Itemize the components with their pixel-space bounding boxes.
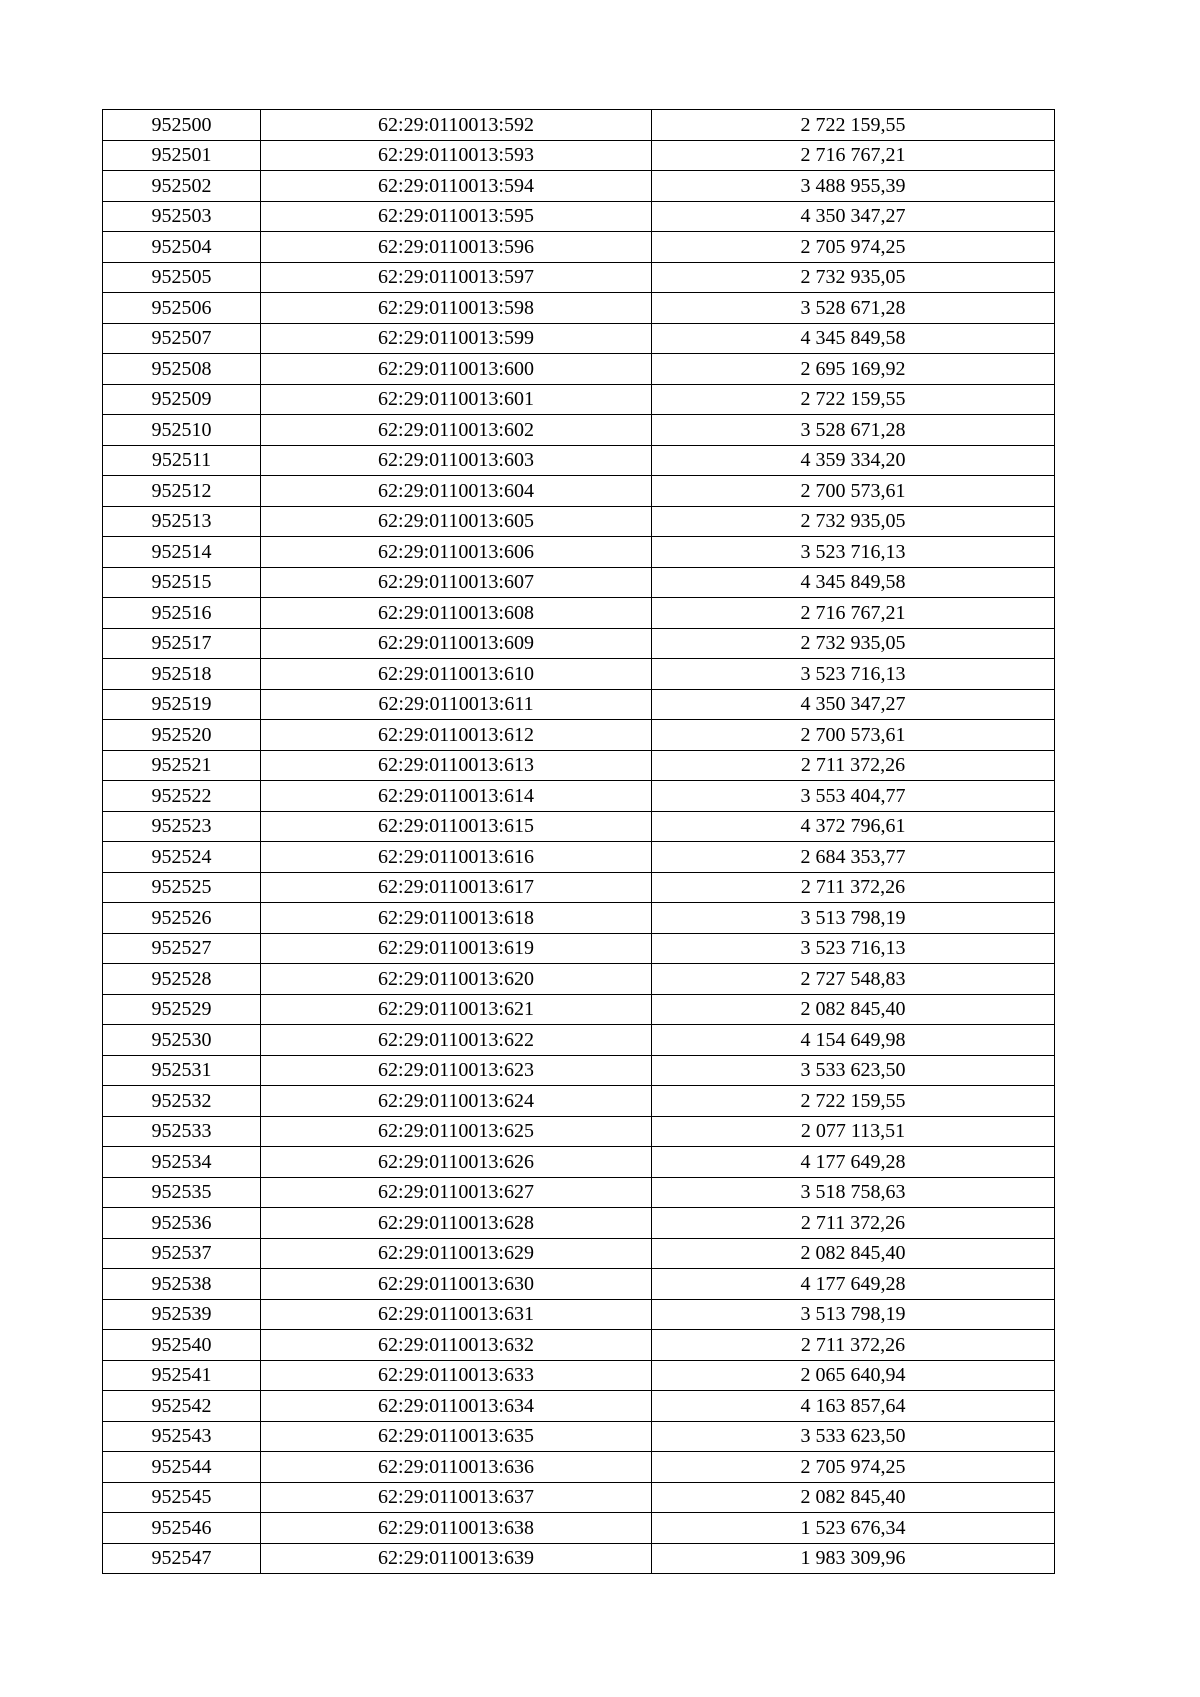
cadastral-value-cell: 2 082 845,40 (652, 994, 1055, 1025)
table-row (103, 171, 1055, 202)
row-number-cell: 952527 (103, 933, 261, 964)
row-number-cell: 952523 (103, 811, 261, 842)
table-row (103, 232, 1055, 263)
row-number-cell: 952514 (103, 537, 261, 568)
row-number-cell: 952536 (103, 1208, 261, 1239)
table-row (103, 1269, 1055, 1300)
cadastral-number-cell: 62:29:0110013:612 (261, 720, 652, 751)
cadastral-number-cell: 62:29:0110013:592 (261, 110, 652, 141)
cadastral-number-cell: 62:29:0110013:628 (261, 1208, 652, 1239)
table-row (103, 262, 1055, 293)
cadastral-value-cell: 3 488 955,39 (652, 171, 1055, 202)
table-row (103, 567, 1055, 598)
cadastral-number-cell: 62:29:0110013:619 (261, 933, 652, 964)
cadastral-number-cell: 62:29:0110013:616 (261, 842, 652, 873)
table-row (103, 598, 1055, 629)
cadastral-value-cell: 2 732 935,05 (652, 506, 1055, 537)
cadastral-number-cell: 62:29:0110013:613 (261, 750, 652, 781)
cadastral-number-cell: 62:29:0110013:608 (261, 598, 652, 629)
cadastral-value-cell: 2 727 548,83 (652, 964, 1055, 995)
row-number-cell: 952545 (103, 1482, 261, 1513)
table-row (103, 476, 1055, 507)
row-number-cell: 952540 (103, 1330, 261, 1361)
row-number-cell: 952532 (103, 1086, 261, 1117)
row-number-cell: 952501 (103, 140, 261, 171)
row-number-cell: 952534 (103, 1147, 261, 1178)
cadastral-number-cell: 62:29:0110013:638 (261, 1513, 652, 1544)
cadastral-value-cell: 3 513 798,19 (652, 903, 1055, 934)
table-row (103, 1238, 1055, 1269)
row-number-cell: 952510 (103, 415, 261, 446)
row-number-cell: 952519 (103, 689, 261, 720)
cadastral-value-cell: 1 983 309,96 (652, 1543, 1055, 1574)
cadastral-number-cell: 62:29:0110013:606 (261, 537, 652, 568)
cadastral-number-cell: 62:29:0110013:635 (261, 1421, 652, 1452)
row-number-cell: 952538 (103, 1269, 261, 1300)
row-number-cell: 952502 (103, 171, 261, 202)
cadastral-value-cell: 2 077 113,51 (652, 1116, 1055, 1147)
cadastral-number-cell: 62:29:0110013:620 (261, 964, 652, 995)
table-row (103, 384, 1055, 415)
cadastral-value-cell: 2 700 573,61 (652, 720, 1055, 751)
cadastral-value-cell: 3 523 716,13 (652, 659, 1055, 690)
table-row (103, 201, 1055, 232)
cadastral-number-cell: 62:29:0110013:636 (261, 1452, 652, 1483)
table-row (103, 537, 1055, 568)
cadastral-value-table (102, 109, 1055, 1574)
row-number-cell: 952525 (103, 872, 261, 903)
row-number-cell: 952543 (103, 1421, 261, 1452)
table-body (103, 110, 1055, 1574)
cadastral-number-cell: 62:29:0110013:634 (261, 1391, 652, 1422)
row-number-cell: 952542 (103, 1391, 261, 1422)
cadastral-number-cell: 62:29:0110013:594 (261, 171, 652, 202)
cadastral-value-cell: 4 350 347,27 (652, 201, 1055, 232)
cadastral-number-cell: 62:29:0110013:624 (261, 1086, 652, 1117)
table-row (103, 506, 1055, 537)
cadastral-number-cell: 62:29:0110013:630 (261, 1269, 652, 1300)
cadastral-number-cell: 62:29:0110013:600 (261, 354, 652, 385)
cadastral-value-cell: 2 711 372,26 (652, 872, 1055, 903)
row-number-cell: 952503 (103, 201, 261, 232)
cadastral-number-cell: 62:29:0110013:596 (261, 232, 652, 263)
row-number-cell: 952522 (103, 781, 261, 812)
table-row (103, 1391, 1055, 1422)
table-row (103, 1299, 1055, 1330)
cadastral-number-cell: 62:29:0110013:626 (261, 1147, 652, 1178)
table-row (103, 994, 1055, 1025)
cadastral-value-cell: 2 082 845,40 (652, 1238, 1055, 1269)
cadastral-number-cell: 62:29:0110013:625 (261, 1116, 652, 1147)
table-row (103, 933, 1055, 964)
cadastral-value-cell: 4 163 857,64 (652, 1391, 1055, 1422)
row-number-cell: 952537 (103, 1238, 261, 1269)
cadastral-value-cell: 4 345 849,58 (652, 323, 1055, 354)
cadastral-number-cell: 62:29:0110013:621 (261, 994, 652, 1025)
table-row (103, 1452, 1055, 1483)
row-number-cell: 952504 (103, 232, 261, 263)
cadastral-number-cell: 62:29:0110013:614 (261, 781, 652, 812)
cadastral-number-cell: 62:29:0110013:627 (261, 1177, 652, 1208)
table-row (103, 964, 1055, 995)
cadastral-value-cell: 3 523 716,13 (652, 933, 1055, 964)
table-row (103, 720, 1055, 751)
table-row (103, 842, 1055, 873)
cadastral-value-cell: 2 716 767,21 (652, 140, 1055, 171)
row-number-cell: 952500 (103, 110, 261, 141)
row-number-cell: 952511 (103, 445, 261, 476)
cadastral-number-cell: 62:29:0110013:597 (261, 262, 652, 293)
table-row (103, 1116, 1055, 1147)
table-row (103, 689, 1055, 720)
cadastral-value-cell: 4 359 334,20 (652, 445, 1055, 476)
table-row (103, 628, 1055, 659)
cadastral-value-cell: 4 345 849,58 (652, 567, 1055, 598)
row-number-cell: 952529 (103, 994, 261, 1025)
row-number-cell: 952535 (103, 1177, 261, 1208)
row-number-cell: 952520 (103, 720, 261, 751)
table-row (103, 354, 1055, 385)
row-number-cell: 952505 (103, 262, 261, 293)
cadastral-value-cell: 4 154 649,98 (652, 1025, 1055, 1056)
cadastral-number-cell: 62:29:0110013:607 (261, 567, 652, 598)
cadastral-number-cell: 62:29:0110013:631 (261, 1299, 652, 1330)
row-number-cell: 952512 (103, 476, 261, 507)
table-row (103, 140, 1055, 171)
row-number-cell: 952539 (103, 1299, 261, 1330)
table-row (103, 1513, 1055, 1544)
table-row (103, 1086, 1055, 1117)
row-number-cell: 952533 (103, 1116, 261, 1147)
row-number-cell: 952506 (103, 293, 261, 324)
table-row (103, 811, 1055, 842)
table-row (103, 1330, 1055, 1361)
table-row (103, 1360, 1055, 1391)
cadastral-number-cell: 62:29:0110013:615 (261, 811, 652, 842)
cadastral-value-cell: 3 528 671,28 (652, 293, 1055, 324)
cadastral-value-cell: 4 177 649,28 (652, 1269, 1055, 1300)
cadastral-value-cell: 2 711 372,26 (652, 1208, 1055, 1239)
cadastral-value-cell: 2 684 353,77 (652, 842, 1055, 873)
row-number-cell: 952516 (103, 598, 261, 629)
cadastral-number-cell: 62:29:0110013:604 (261, 476, 652, 507)
row-number-cell: 952517 (103, 628, 261, 659)
table-row (103, 293, 1055, 324)
table-row (103, 445, 1055, 476)
cadastral-value-cell: 4 177 649,28 (652, 1147, 1055, 1178)
row-number-cell: 952507 (103, 323, 261, 354)
table-row (103, 1543, 1055, 1574)
cadastral-value-cell: 2 705 974,25 (652, 232, 1055, 263)
row-number-cell: 952524 (103, 842, 261, 873)
cadastral-value-cell: 1 523 676,34 (652, 1513, 1055, 1544)
table-row (103, 415, 1055, 446)
cadastral-number-cell: 62:29:0110013:629 (261, 1238, 652, 1269)
cadastral-number-cell: 62:29:0110013:595 (261, 201, 652, 232)
cadastral-value-cell: 2 722 159,55 (652, 1086, 1055, 1117)
table-row (103, 1055, 1055, 1086)
table-row (103, 1025, 1055, 1056)
cadastral-number-cell: 62:29:0110013:632 (261, 1330, 652, 1361)
cadastral-number-cell: 62:29:0110013:639 (261, 1543, 652, 1574)
table-row (103, 1208, 1055, 1239)
table-row (103, 1482, 1055, 1513)
row-number-cell: 952528 (103, 964, 261, 995)
cadastral-value-cell: 3 533 623,50 (652, 1055, 1055, 1086)
table-row (103, 659, 1055, 690)
row-number-cell: 952547 (103, 1543, 261, 1574)
cadastral-number-cell: 62:29:0110013:618 (261, 903, 652, 934)
table-row (103, 903, 1055, 934)
cadastral-value-cell: 3 528 671,28 (652, 415, 1055, 446)
row-number-cell: 952521 (103, 750, 261, 781)
cadastral-value-cell: 3 513 798,19 (652, 1299, 1055, 1330)
table-row (103, 1177, 1055, 1208)
cadastral-value-cell: 2 065 640,94 (652, 1360, 1055, 1391)
cadastral-number-cell: 62:29:0110013:593 (261, 140, 652, 171)
cadastral-number-cell: 62:29:0110013:633 (261, 1360, 652, 1391)
cadastral-number-cell: 62:29:0110013:617 (261, 872, 652, 903)
cadastral-number-cell: 62:29:0110013:601 (261, 384, 652, 415)
row-number-cell: 952508 (103, 354, 261, 385)
table-row (103, 323, 1055, 354)
cadastral-value-cell: 4 372 796,61 (652, 811, 1055, 842)
cadastral-number-cell: 62:29:0110013:598 (261, 293, 652, 324)
cadastral-number-cell: 62:29:0110013:623 (261, 1055, 652, 1086)
cadastral-number-cell: 62:29:0110013:610 (261, 659, 652, 690)
cadastral-number-cell: 62:29:0110013:605 (261, 506, 652, 537)
cadastral-value-cell: 2 716 767,21 (652, 598, 1055, 629)
table-row (103, 781, 1055, 812)
cadastral-value-cell: 2 700 573,61 (652, 476, 1055, 507)
cadastral-value-cell: 2 082 845,40 (652, 1482, 1055, 1513)
cadastral-value-cell: 3 518 758,63 (652, 1177, 1055, 1208)
cadastral-value-cell: 2 711 372,26 (652, 1330, 1055, 1361)
table-row (103, 872, 1055, 903)
cadastral-value-cell: 2 732 935,05 (652, 262, 1055, 293)
table-row (103, 750, 1055, 781)
cadastral-value-cell: 3 523 716,13 (652, 537, 1055, 568)
row-number-cell: 952544 (103, 1452, 261, 1483)
row-number-cell: 952513 (103, 506, 261, 537)
cadastral-value-cell: 2 695 169,92 (652, 354, 1055, 385)
row-number-cell: 952526 (103, 903, 261, 934)
table-row (103, 1147, 1055, 1178)
cadastral-value-cell: 2 722 159,55 (652, 384, 1055, 415)
cadastral-number-cell: 62:29:0110013:603 (261, 445, 652, 476)
cadastral-number-cell: 62:29:0110013:599 (261, 323, 652, 354)
cadastral-value-cell: 2 711 372,26 (652, 750, 1055, 781)
cadastral-number-cell: 62:29:0110013:637 (261, 1482, 652, 1513)
row-number-cell: 952531 (103, 1055, 261, 1086)
row-number-cell: 952515 (103, 567, 261, 598)
cadastral-value-cell: 2 732 935,05 (652, 628, 1055, 659)
cadastral-number-cell: 62:29:0110013:611 (261, 689, 652, 720)
row-number-cell: 952530 (103, 1025, 261, 1056)
cadastral-number-cell: 62:29:0110013:622 (261, 1025, 652, 1056)
cadastral-number-cell: 62:29:0110013:602 (261, 415, 652, 446)
cadastral-value-cell: 2 705 974,25 (652, 1452, 1055, 1483)
row-number-cell: 952546 (103, 1513, 261, 1544)
row-number-cell: 952518 (103, 659, 261, 690)
cadastral-value-cell: 2 722 159,55 (652, 110, 1055, 141)
cadastral-value-cell: 3 533 623,50 (652, 1421, 1055, 1452)
row-number-cell: 952509 (103, 384, 261, 415)
cadastral-number-cell: 62:29:0110013:609 (261, 628, 652, 659)
cadastral-value-cell: 3 553 404,77 (652, 781, 1055, 812)
cadastral-value-cell: 4 350 347,27 (652, 689, 1055, 720)
row-number-cell: 952541 (103, 1360, 261, 1391)
table-row (103, 110, 1055, 141)
table-row (103, 1421, 1055, 1452)
